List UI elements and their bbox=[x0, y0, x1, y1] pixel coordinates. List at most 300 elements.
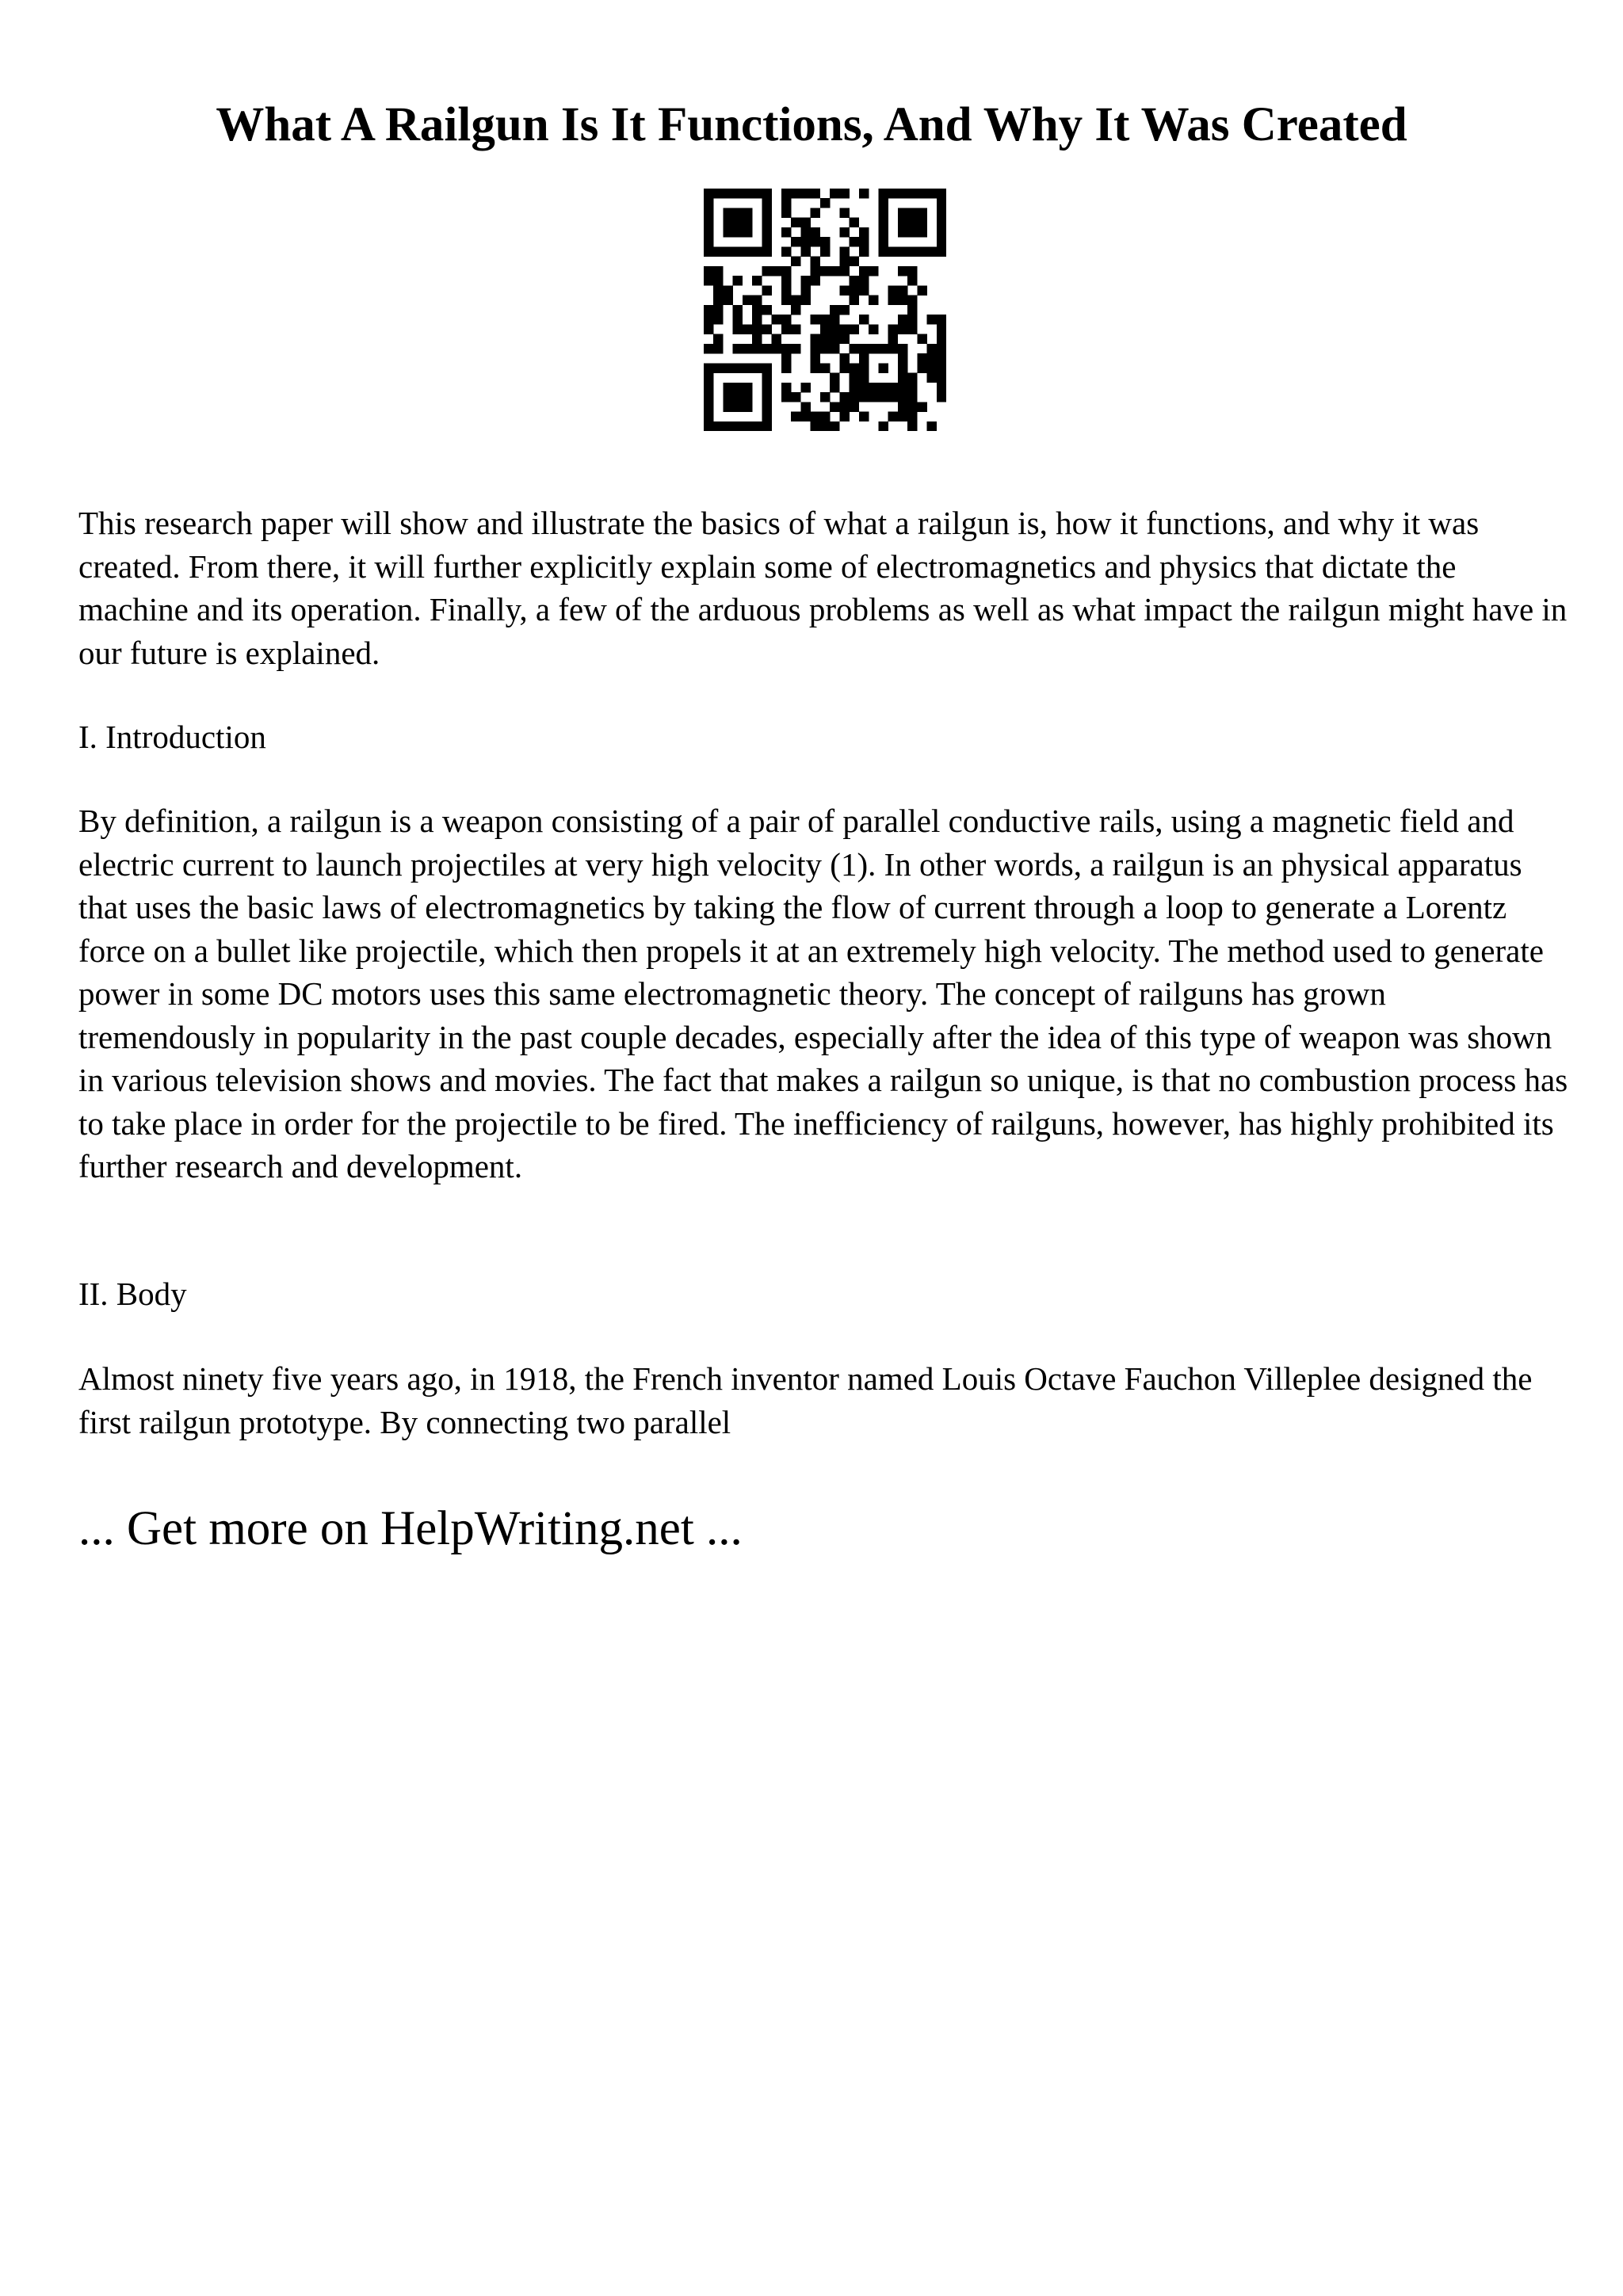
qr-module bbox=[791, 237, 800, 246]
qr-module bbox=[927, 363, 937, 372]
qr-module bbox=[859, 363, 869, 372]
qr-module bbox=[704, 344, 713, 353]
qr-module bbox=[791, 305, 800, 315]
qr-module bbox=[733, 208, 743, 217]
qr-module bbox=[723, 363, 732, 372]
qr-module bbox=[820, 392, 830, 402]
qr-module bbox=[733, 189, 743, 198]
qr-module bbox=[781, 198, 791, 208]
qr-module bbox=[888, 246, 898, 256]
qr-module bbox=[839, 363, 849, 372]
qr-module bbox=[859, 315, 869, 324]
qr-module bbox=[800, 237, 810, 246]
qr-module bbox=[704, 276, 713, 285]
qr-module bbox=[743, 189, 752, 198]
qr-module bbox=[898, 218, 907, 227]
qr-module bbox=[907, 218, 917, 227]
qr-module bbox=[907, 421, 917, 431]
qr-module bbox=[733, 246, 743, 256]
qr-module bbox=[704, 373, 713, 383]
qr-module bbox=[743, 296, 752, 305]
qr-module bbox=[800, 402, 810, 411]
qr-module bbox=[800, 218, 810, 227]
qr-module bbox=[878, 227, 888, 237]
qr-module bbox=[907, 315, 917, 324]
qr-module bbox=[850, 276, 859, 285]
qr-module bbox=[927, 246, 937, 256]
qr-module bbox=[850, 237, 859, 246]
qr-module bbox=[743, 383, 752, 392]
qr-module bbox=[937, 363, 946, 372]
qr-module bbox=[762, 305, 771, 315]
qr-module bbox=[850, 373, 859, 383]
qr-module bbox=[811, 353, 820, 363]
qr-module bbox=[752, 296, 762, 305]
qr-module bbox=[811, 315, 820, 324]
qr-module bbox=[762, 227, 771, 237]
qr-module bbox=[733, 402, 743, 411]
qr-module bbox=[869, 344, 878, 353]
qr-module bbox=[800, 189, 810, 198]
qr-module bbox=[830, 266, 839, 276]
qr-module bbox=[839, 324, 849, 334]
qr-module bbox=[791, 189, 800, 198]
qr-module bbox=[859, 373, 869, 383]
qr-module bbox=[917, 353, 926, 363]
qr-module bbox=[762, 208, 771, 217]
qr-module bbox=[811, 208, 820, 217]
qr-module bbox=[878, 392, 888, 402]
qr-module bbox=[752, 276, 762, 285]
qr-module bbox=[743, 402, 752, 411]
qr-module bbox=[878, 363, 888, 372]
qr-module bbox=[762, 383, 771, 392]
qr-module bbox=[878, 208, 888, 217]
qr-module bbox=[704, 315, 713, 324]
qr-module bbox=[907, 189, 917, 198]
qr-module bbox=[820, 421, 830, 431]
qr-module bbox=[937, 246, 946, 256]
qr-module bbox=[898, 285, 907, 295]
qr-module bbox=[850, 392, 859, 402]
qr-module bbox=[888, 324, 898, 334]
qr-module bbox=[743, 363, 752, 372]
qr-module bbox=[723, 421, 732, 431]
qr-module bbox=[820, 198, 830, 208]
qr-module bbox=[869, 296, 878, 305]
qr-module bbox=[713, 421, 723, 431]
qr-module bbox=[830, 315, 839, 324]
qr-module bbox=[937, 315, 946, 324]
qr-module bbox=[723, 227, 732, 237]
qr-module bbox=[878, 189, 888, 198]
qr-module bbox=[839, 208, 849, 217]
qr-module bbox=[713, 276, 723, 285]
qr-module bbox=[859, 246, 869, 256]
qr-module bbox=[859, 383, 869, 392]
qr-module bbox=[830, 324, 839, 334]
qr-module bbox=[752, 334, 762, 344]
qr-module bbox=[830, 383, 839, 392]
qr-module bbox=[917, 246, 926, 256]
qr-module bbox=[937, 334, 946, 344]
qr-module bbox=[898, 392, 907, 402]
qr-module bbox=[898, 227, 907, 237]
qr-module bbox=[762, 198, 771, 208]
qr-module bbox=[850, 324, 859, 334]
qr-module bbox=[811, 334, 820, 344]
qr-module bbox=[820, 412, 830, 421]
qr-module bbox=[917, 189, 926, 198]
qr-module bbox=[907, 276, 917, 285]
qr-module bbox=[839, 246, 849, 256]
qr-module bbox=[704, 402, 713, 411]
qr-module bbox=[937, 392, 946, 402]
qr-module bbox=[762, 363, 771, 372]
qr-module bbox=[762, 189, 771, 198]
qr-module bbox=[850, 218, 859, 227]
qr-module bbox=[927, 353, 937, 363]
qr-module bbox=[878, 237, 888, 246]
qr-module bbox=[743, 218, 752, 227]
qr-module bbox=[878, 421, 888, 431]
qr-module bbox=[820, 363, 830, 372]
qr-module bbox=[723, 402, 732, 411]
qr-module bbox=[752, 305, 762, 315]
qr-module bbox=[733, 315, 743, 324]
qr-module bbox=[839, 334, 849, 344]
qr-module bbox=[733, 305, 743, 315]
qr-module bbox=[723, 246, 732, 256]
qr-module bbox=[704, 324, 713, 334]
qr-module bbox=[704, 227, 713, 237]
qr-module bbox=[781, 246, 791, 256]
qr-module bbox=[839, 227, 849, 237]
qr-module bbox=[927, 421, 937, 431]
qr-module bbox=[859, 285, 869, 295]
qr-module bbox=[839, 257, 849, 266]
qr-module bbox=[907, 324, 917, 334]
qr-module bbox=[839, 189, 849, 198]
qr-module bbox=[927, 344, 937, 353]
qr-module bbox=[733, 383, 743, 392]
qr-module bbox=[704, 208, 713, 217]
qr-module bbox=[781, 363, 791, 372]
qr-module bbox=[859, 189, 869, 198]
qr-module bbox=[781, 392, 791, 402]
qr-module bbox=[898, 383, 907, 392]
qr-module bbox=[704, 198, 713, 208]
section-heading-introduction: I. Introduction bbox=[78, 719, 266, 755]
qr-module bbox=[811, 344, 820, 353]
qr-module bbox=[752, 324, 762, 334]
qr-module bbox=[937, 218, 946, 227]
qr-module bbox=[937, 208, 946, 217]
qr-module bbox=[704, 246, 713, 256]
qr-module bbox=[888, 285, 898, 295]
qr-module bbox=[869, 324, 878, 334]
qr-module bbox=[859, 227, 869, 237]
qr-module bbox=[917, 402, 926, 411]
qr-module bbox=[781, 383, 791, 392]
qr-module bbox=[762, 246, 771, 256]
qr-module bbox=[820, 334, 830, 344]
qr-module bbox=[888, 383, 898, 392]
qr-module bbox=[927, 315, 937, 324]
qr-module bbox=[791, 218, 800, 227]
qr-module bbox=[762, 285, 771, 295]
qr-module bbox=[917, 363, 926, 372]
qr-module bbox=[811, 363, 820, 372]
qr-module bbox=[800, 246, 810, 256]
qr-module bbox=[898, 296, 907, 305]
qr-module bbox=[917, 227, 926, 237]
qr-code[interactable] bbox=[704, 189, 946, 431]
qr-module bbox=[762, 421, 771, 431]
qr-module bbox=[811, 412, 820, 421]
qr-module bbox=[752, 189, 762, 198]
qr-module bbox=[791, 296, 800, 305]
qr-module bbox=[762, 344, 771, 353]
qr-module bbox=[762, 392, 771, 402]
qr-module bbox=[733, 324, 743, 334]
qr-module bbox=[869, 383, 878, 392]
qr-module bbox=[781, 208, 791, 217]
qr-module bbox=[800, 285, 810, 295]
qr-module bbox=[830, 402, 839, 411]
qr-module bbox=[898, 373, 907, 383]
qr-module bbox=[898, 412, 907, 421]
qr-module bbox=[839, 353, 849, 363]
qr-module bbox=[898, 315, 907, 324]
qr-module bbox=[850, 402, 859, 411]
qr-module bbox=[878, 383, 888, 392]
qr-module bbox=[888, 189, 898, 198]
qr-module bbox=[704, 392, 713, 402]
qr-module bbox=[907, 266, 917, 276]
qr-module bbox=[752, 421, 762, 431]
qr-module bbox=[723, 218, 732, 227]
qr-module bbox=[839, 402, 849, 411]
qr-module bbox=[800, 296, 810, 305]
qr-module bbox=[713, 189, 723, 198]
qr-module bbox=[704, 266, 713, 276]
qr-module bbox=[907, 208, 917, 217]
qr-module bbox=[830, 189, 839, 198]
qr-code-graphic bbox=[704, 189, 946, 431]
qr-module bbox=[811, 421, 820, 431]
qr-module bbox=[704, 189, 713, 198]
qr-module bbox=[898, 266, 907, 276]
qr-module bbox=[937, 198, 946, 208]
qr-module bbox=[850, 285, 859, 295]
qr-module bbox=[907, 412, 917, 421]
qr-module bbox=[850, 383, 859, 392]
qr-module bbox=[723, 189, 732, 198]
qr-module bbox=[859, 276, 869, 285]
get-more-link[interactable]: ... Get more on HelpWriting.net ... bbox=[78, 1502, 743, 1555]
qr-module bbox=[937, 383, 946, 392]
qr-module bbox=[762, 412, 771, 421]
qr-module bbox=[907, 305, 917, 315]
qr-module bbox=[907, 392, 917, 402]
qr-module bbox=[907, 373, 917, 383]
qr-module bbox=[781, 296, 791, 305]
qr-module bbox=[878, 344, 888, 353]
qr-module bbox=[752, 344, 762, 353]
qr-module bbox=[704, 237, 713, 246]
qr-module bbox=[907, 383, 917, 392]
qr-module bbox=[704, 383, 713, 392]
qr-module bbox=[713, 246, 723, 256]
qr-module bbox=[859, 412, 869, 421]
qr-module bbox=[743, 421, 752, 431]
qr-module bbox=[937, 324, 946, 334]
qr-module bbox=[937, 353, 946, 363]
body-paragraph: Almost ninety five years ago, in 1918, the French inventor named Louis Octave Fauchon Villeplee designed the first railgun prototype. By connecting two parallel bbox=[78, 1360, 1533, 1440]
qr-module bbox=[937, 373, 946, 383]
qr-module bbox=[743, 208, 752, 217]
qr-module bbox=[830, 421, 839, 431]
introduction-paragraph: By definition, a railgun is a weapon consisting of a pair of parallel conductive rails, using a magnetic field and electric current to launch projectiles at very high velocity (1). In other words, a railgun is an physical apparatus that uses the basic laws of electromagnetics by taking the flow of current through a loop to generate a Lorentz force on a bullet like projectile, which then propels it at an extremely high velocity. The method used to generate power in some DC motors uses this same electromagnetic theory. The concept of railguns has grown tremendously in popularity in the past couple decades, especially after the idea of this type of weapon was shown in various television shows and movies. The fact that makes a railgun so unique, is that no combustion process has to take place in order for the projectile to be fired. The inefficiency of railguns, however, has highly prohibited its further research and development. bbox=[78, 803, 1568, 1184]
abstract-paragraph: This research paper will show and illustrate the basics of what a railgun is, how it functions, and why it was created. From there, it will further explicitly explain some of electromagnetics and physics that dictate the machine and its operation. Finally, a few of the arduous problems as well as what impact the railgun might have in our future is explained. bbox=[78, 505, 1568, 671]
qr-module bbox=[791, 344, 800, 353]
qr-module bbox=[907, 402, 917, 411]
qr-module bbox=[811, 266, 820, 276]
qr-module bbox=[839, 285, 849, 295]
qr-module bbox=[791, 392, 800, 402]
qr-module bbox=[898, 208, 907, 217]
qr-module bbox=[917, 334, 926, 344]
qr-module bbox=[704, 421, 713, 431]
qr-module bbox=[752, 315, 762, 324]
qr-module bbox=[830, 373, 839, 383]
qr-module bbox=[800, 276, 810, 285]
qr-module bbox=[713, 296, 723, 305]
qr-module bbox=[733, 421, 743, 431]
qr-module bbox=[791, 324, 800, 334]
qr-module bbox=[811, 237, 820, 246]
qr-module bbox=[704, 305, 713, 315]
qr-module bbox=[888, 334, 898, 344]
qr-module bbox=[898, 402, 907, 411]
qr-module bbox=[781, 315, 791, 324]
qr-module bbox=[713, 315, 723, 324]
qr-module bbox=[878, 198, 888, 208]
qr-module bbox=[898, 189, 907, 198]
qr-module bbox=[859, 344, 869, 353]
qr-module bbox=[781, 285, 791, 295]
qr-module bbox=[800, 383, 810, 392]
qr-module bbox=[713, 266, 723, 276]
qr-module bbox=[859, 266, 869, 276]
qr-module bbox=[820, 237, 830, 246]
qr-module bbox=[830, 334, 839, 344]
qr-module bbox=[800, 227, 810, 237]
qr-module bbox=[927, 189, 937, 198]
qr-module bbox=[713, 285, 723, 295]
qr-module bbox=[762, 402, 771, 411]
qr-module bbox=[907, 246, 917, 256]
qr-module bbox=[859, 392, 869, 402]
qr-module bbox=[907, 227, 917, 237]
qr-module bbox=[733, 344, 743, 353]
qr-module bbox=[839, 266, 849, 276]
qr-module bbox=[850, 296, 859, 305]
qr-module bbox=[937, 189, 946, 198]
qr-module bbox=[781, 266, 791, 276]
qr-module bbox=[733, 392, 743, 402]
qr-module bbox=[733, 276, 743, 285]
qr-module bbox=[762, 218, 771, 227]
qr-module bbox=[859, 353, 869, 363]
qr-module bbox=[878, 246, 888, 256]
qr-module bbox=[850, 344, 859, 353]
qr-module bbox=[888, 344, 898, 353]
qr-module bbox=[752, 246, 762, 256]
qr-module bbox=[762, 266, 771, 276]
qr-module bbox=[811, 227, 820, 237]
qr-module bbox=[772, 334, 781, 344]
qr-module bbox=[772, 344, 781, 353]
qr-module bbox=[743, 246, 752, 256]
qr-module bbox=[733, 227, 743, 237]
qr-module bbox=[888, 296, 898, 305]
qr-module bbox=[781, 344, 791, 353]
qr-module bbox=[820, 324, 830, 334]
qr-module bbox=[937, 344, 946, 353]
qr-module bbox=[772, 315, 781, 324]
qr-module bbox=[898, 324, 907, 334]
qr-module bbox=[704, 218, 713, 227]
qr-module bbox=[830, 344, 839, 353]
qr-module bbox=[898, 353, 907, 363]
qr-module bbox=[800, 412, 810, 421]
qr-module bbox=[743, 227, 752, 237]
document-title: What A Railgun Is It Functions, And Why It Was Created bbox=[216, 98, 1407, 151]
qr-module bbox=[733, 363, 743, 372]
qr-module bbox=[743, 344, 752, 353]
qr-module bbox=[898, 344, 907, 353]
qr-module bbox=[713, 363, 723, 372]
qr-module bbox=[704, 412, 713, 421]
qr-module bbox=[839, 392, 849, 402]
qr-module bbox=[762, 324, 771, 334]
qr-module bbox=[723, 392, 732, 402]
qr-module bbox=[937, 237, 946, 246]
qr-module bbox=[713, 344, 723, 353]
qr-module bbox=[791, 257, 800, 266]
qr-module bbox=[820, 315, 830, 324]
qr-module bbox=[713, 305, 723, 315]
qr-module bbox=[723, 296, 732, 305]
qr-module bbox=[937, 227, 946, 237]
qr-module bbox=[907, 296, 917, 305]
qr-module bbox=[878, 218, 888, 227]
section-heading-body: II. Body bbox=[78, 1276, 187, 1312]
qr-module bbox=[888, 392, 898, 402]
qr-module bbox=[839, 412, 849, 421]
qr-module bbox=[927, 373, 937, 383]
qr-module bbox=[723, 285, 732, 295]
qr-module bbox=[917, 218, 926, 227]
qr-module bbox=[869, 266, 878, 276]
qr-module bbox=[733, 218, 743, 227]
qr-module bbox=[811, 189, 820, 198]
qr-module bbox=[859, 237, 869, 246]
qr-module bbox=[811, 257, 820, 266]
qr-module bbox=[830, 305, 839, 315]
